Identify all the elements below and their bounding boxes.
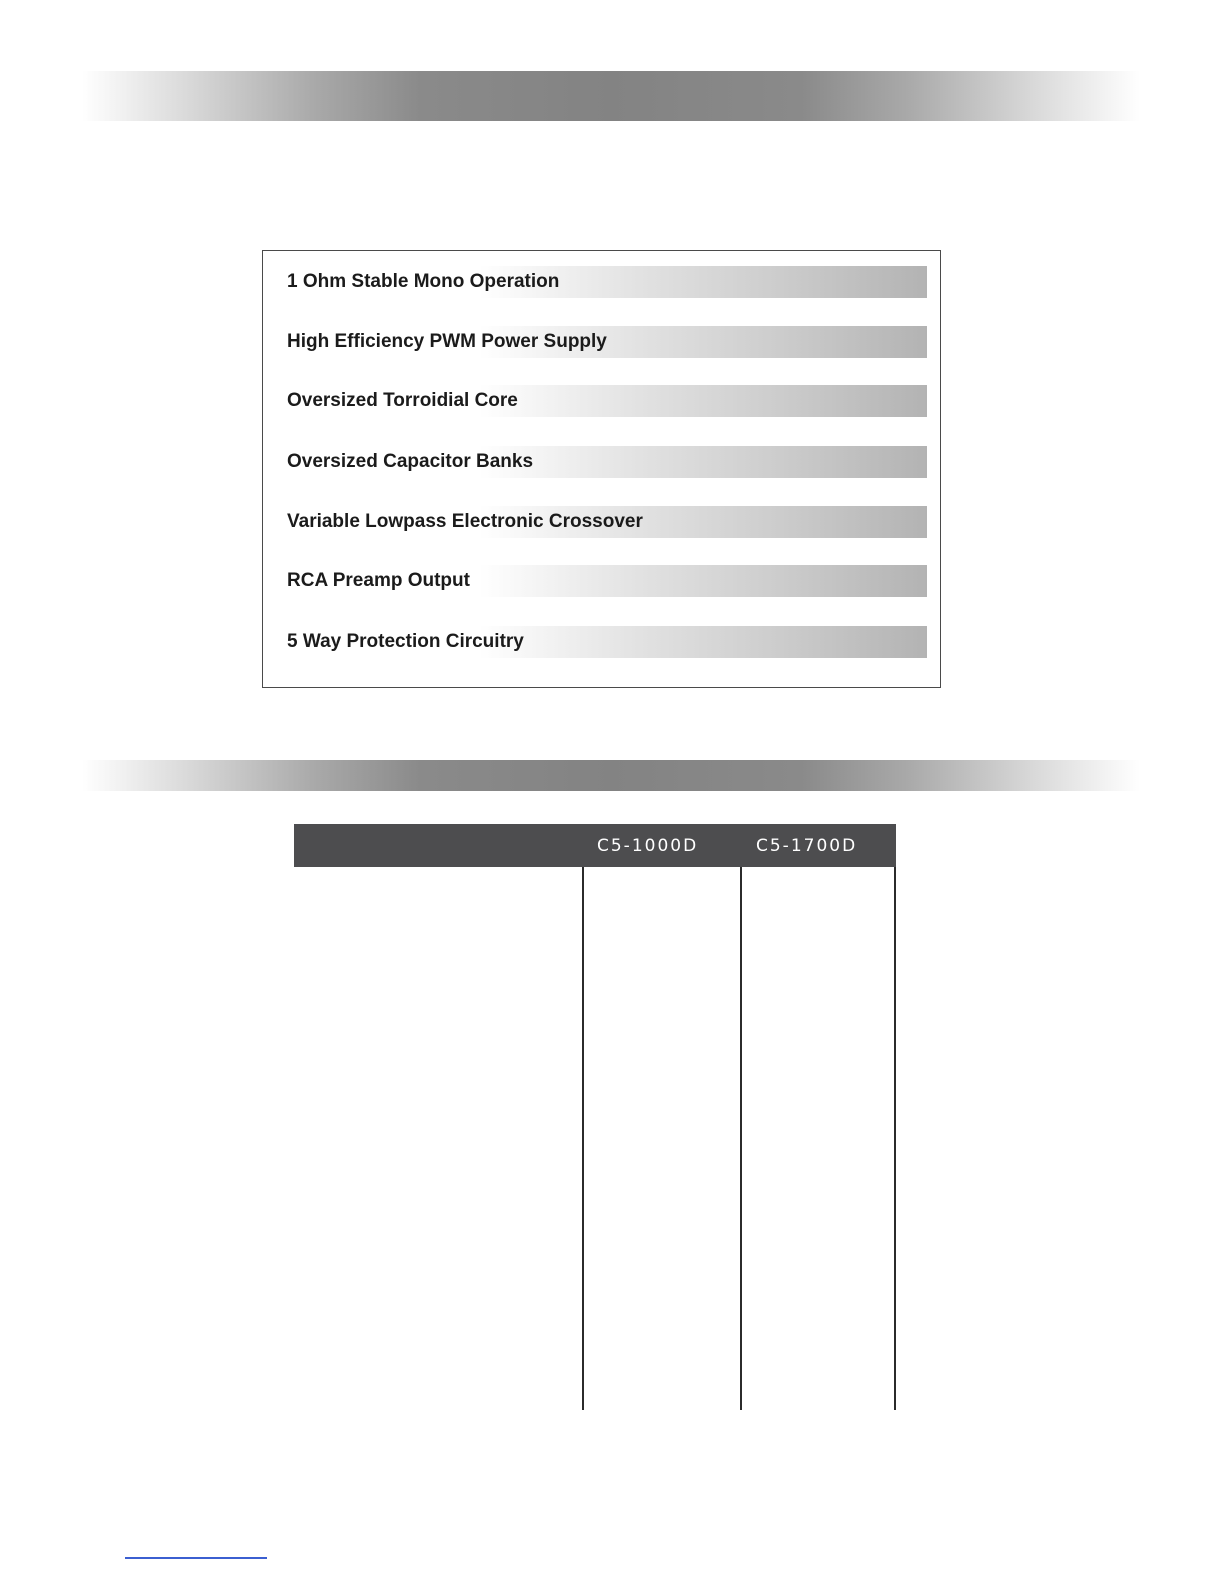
feature-label: 1 Ohm Stable Mono Operation bbox=[287, 271, 560, 292]
features-header-banner bbox=[82, 71, 1140, 121]
feature-row bbox=[287, 626, 927, 658]
feature-row bbox=[287, 385, 927, 417]
feature-label: High Efficiency PWM Power Supply bbox=[287, 331, 607, 352]
footer-link-underline[interactable] bbox=[125, 1557, 267, 1559]
feature-row bbox=[287, 506, 927, 538]
feature-label: Variable Lowpass Electronic Crossover bbox=[287, 511, 643, 532]
feature-label: RCA Preamp Output bbox=[287, 570, 470, 591]
features-box bbox=[262, 250, 941, 688]
spec-column-divider bbox=[740, 867, 742, 1410]
model-name-c5-1700d: C5-1700D bbox=[756, 835, 858, 856]
feature-row bbox=[287, 565, 927, 597]
spec-table-header bbox=[294, 824, 896, 867]
feature-row bbox=[287, 266, 927, 298]
feature-label: Oversized Capacitor Banks bbox=[287, 451, 534, 472]
feature-row bbox=[287, 326, 927, 358]
feature-label: Oversized Torroidial Core bbox=[287, 390, 518, 411]
specifications-header-banner bbox=[82, 760, 1140, 791]
feature-row bbox=[287, 446, 927, 478]
spec-column-divider bbox=[894, 867, 896, 1410]
spec-column-divider bbox=[582, 867, 584, 1410]
feature-label: 5 Way Protection Circuitry bbox=[287, 631, 524, 652]
model-name-c5-1000d: C5-1000D bbox=[597, 835, 699, 856]
